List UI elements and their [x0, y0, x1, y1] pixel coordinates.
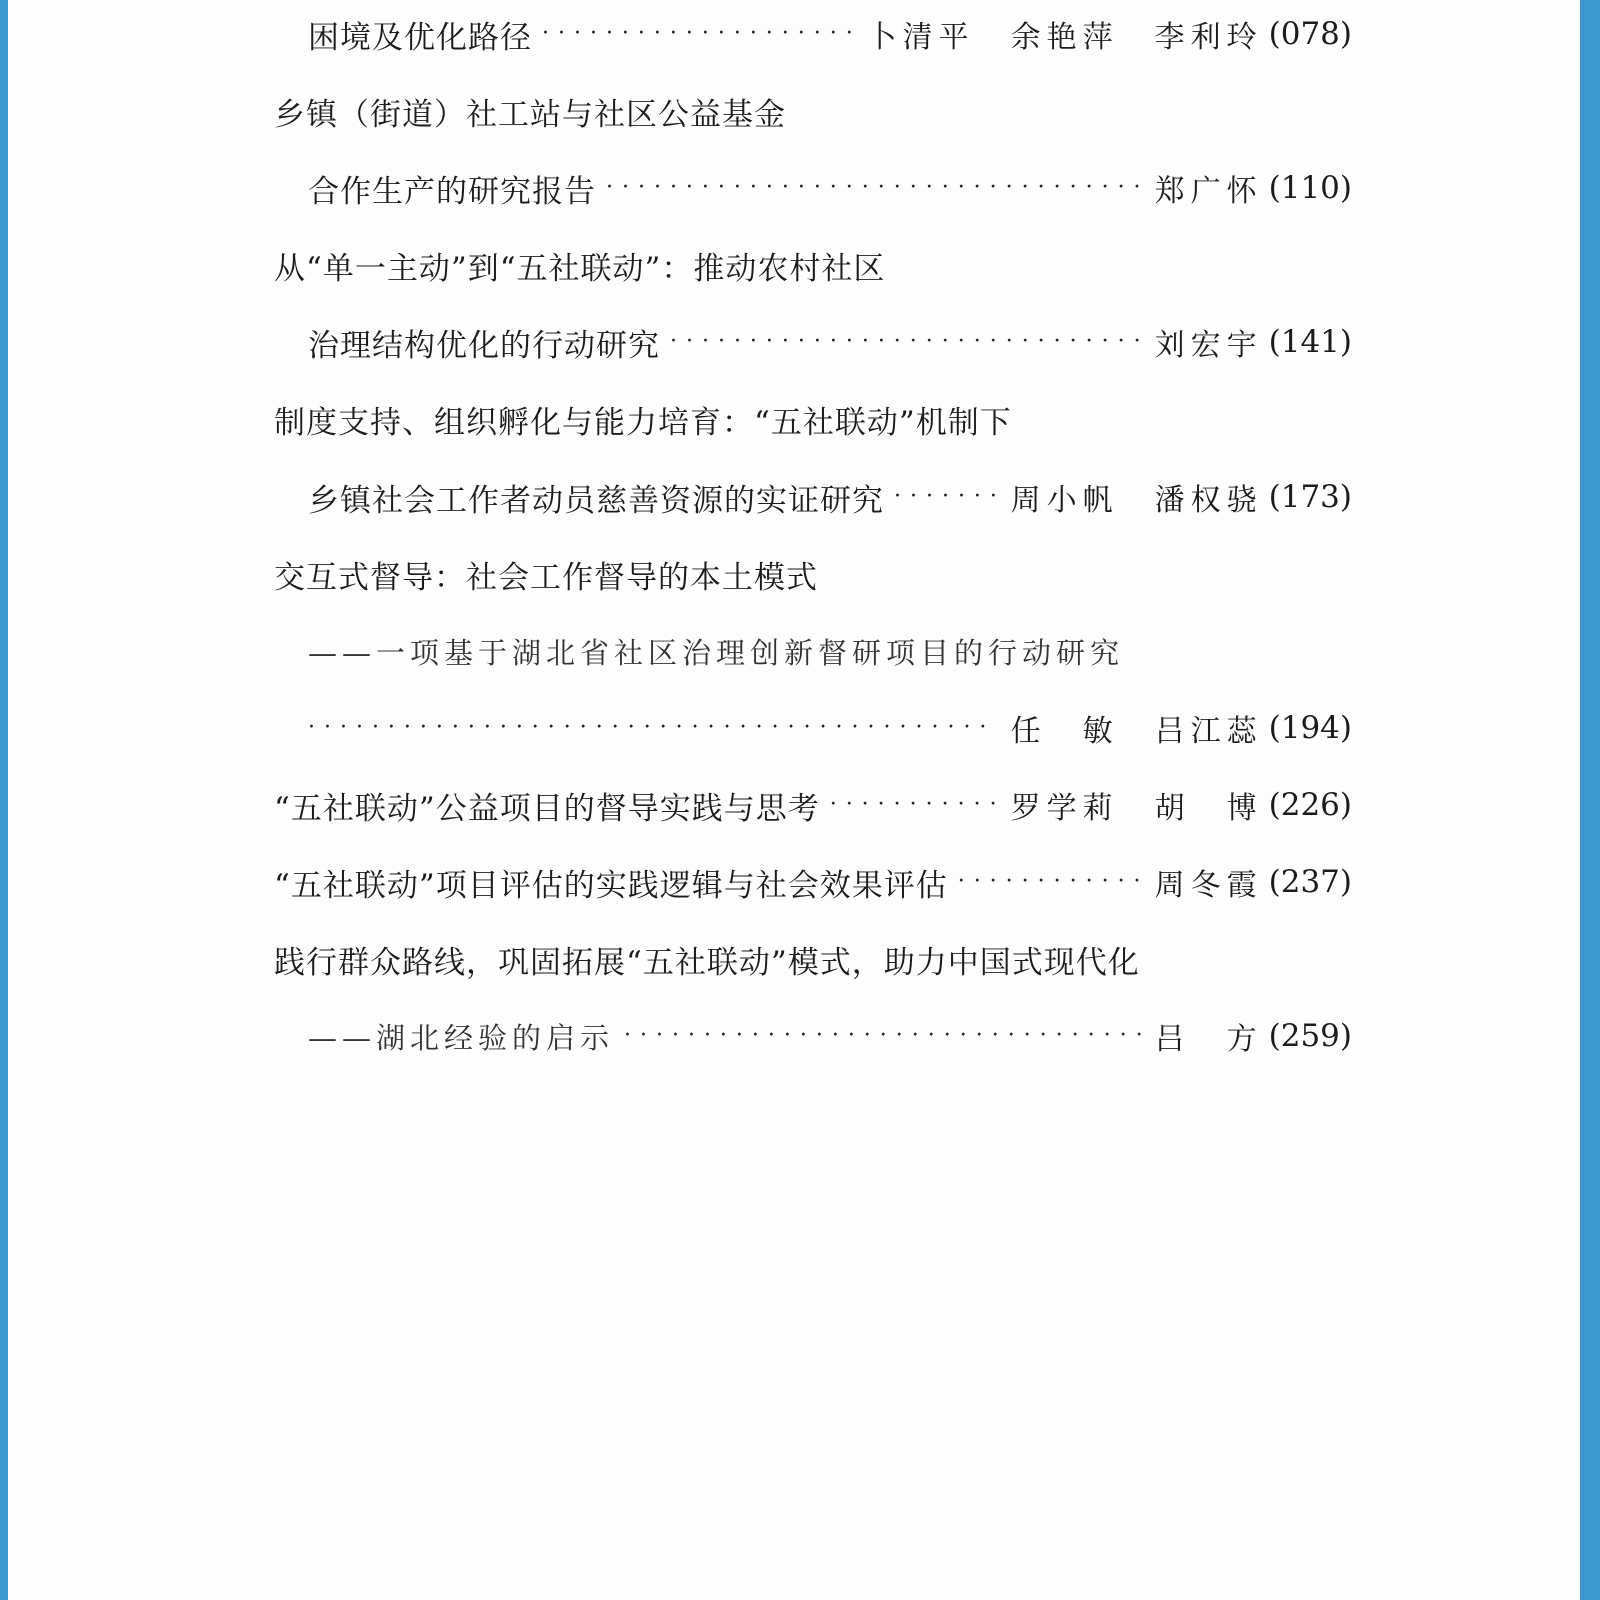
entry-title: 治理结构优化的行动研究 [308, 327, 660, 364]
leader-dots [542, 19, 853, 49]
entry-page-number: (110) [1268, 170, 1352, 206]
toc-entry [8, 319, 1352, 365]
entry-page-number: (194) [1268, 710, 1352, 746]
entry-page-number: (173) [1268, 479, 1352, 515]
leader-dots [624, 1021, 1141, 1051]
entry-authors: 罗学莉 胡 博 [1010, 791, 1263, 826]
toc-entry [8, 1013, 1352, 1059]
entry-page-number: (226) [1268, 787, 1352, 823]
entry-title: 制度支持、组织孵化与能力培育：“五社联动”机制下 [274, 404, 1012, 441]
entry-authors: 周冬霞 [1154, 868, 1263, 903]
leader-dots [606, 173, 1141, 203]
entry-title: “五社联动”项目评估的实践逻辑与社会效果评估 [274, 867, 948, 904]
toc-entry [8, 11, 1352, 57]
toc-entry-heading [8, 396, 1352, 442]
document-page [8, 0, 1580, 1600]
toc-entry-heading [8, 242, 1352, 288]
toc-entry-heading [8, 88, 1352, 134]
toc-entry-heading [8, 936, 1352, 982]
toc-entry [8, 165, 1352, 211]
entry-page-number: (259) [1268, 1018, 1352, 1054]
leader-dots [958, 867, 1141, 897]
entry-authors: 卜清平 余艳萍 李利玲 [866, 20, 1263, 55]
entry-subtitle: ——一项基于湖北省社区治理创新督研项目的行动研究 [308, 635, 1125, 670]
entry-authors: 郑广怀 [1154, 174, 1263, 209]
entry-authors: 任 敏 吕江蕊 [1010, 714, 1263, 749]
entry-page-number: (237) [1268, 864, 1352, 900]
entry-subtitle: ——湖北经验的启示 [308, 1020, 615, 1055]
table-of-contents [8, 0, 1580, 1600]
toc-entry [8, 859, 1352, 905]
toc-entry-subtitle [8, 628, 1352, 674]
leader-dots [894, 482, 997, 512]
entry-page-number: (078) [1268, 16, 1352, 52]
entry-title: 交互式督导：社会工作督导的本土模式 [274, 559, 818, 596]
entry-authors: 刘宏宇 [1154, 328, 1263, 363]
entry-title: “五社联动”公益项目的督导实践与思考 [274, 790, 820, 827]
toc-entry-heading [8, 551, 1352, 597]
entry-title: 乡镇（街道）社工站与社区公益基金 [274, 96, 786, 133]
entry-page-number: (141) [1268, 324, 1352, 360]
toc-entry [8, 474, 1352, 520]
leader-dots [670, 327, 1141, 357]
toc-entry [8, 782, 1352, 828]
entry-authors: 周小帆 潘权骁 [1010, 483, 1263, 518]
toc-entry [8, 705, 1352, 751]
leader-dots [308, 713, 997, 743]
entry-title: 困境及优化路径 [308, 19, 532, 56]
entry-title: 乡镇社会工作者动员慈善资源的实证研究 [308, 482, 884, 519]
entry-title: 合作生产的研究报告 [308, 173, 596, 210]
entry-title: 践行群众路线，巩固拓展“五社联动”模式，助力中国式现代化 [274, 944, 1140, 981]
entry-title: 从“单一主动”到“五社联动”：推动农村社区 [274, 250, 886, 287]
leader-dots [830, 790, 997, 820]
entry-authors: 吕 方 [1154, 1022, 1263, 1057]
